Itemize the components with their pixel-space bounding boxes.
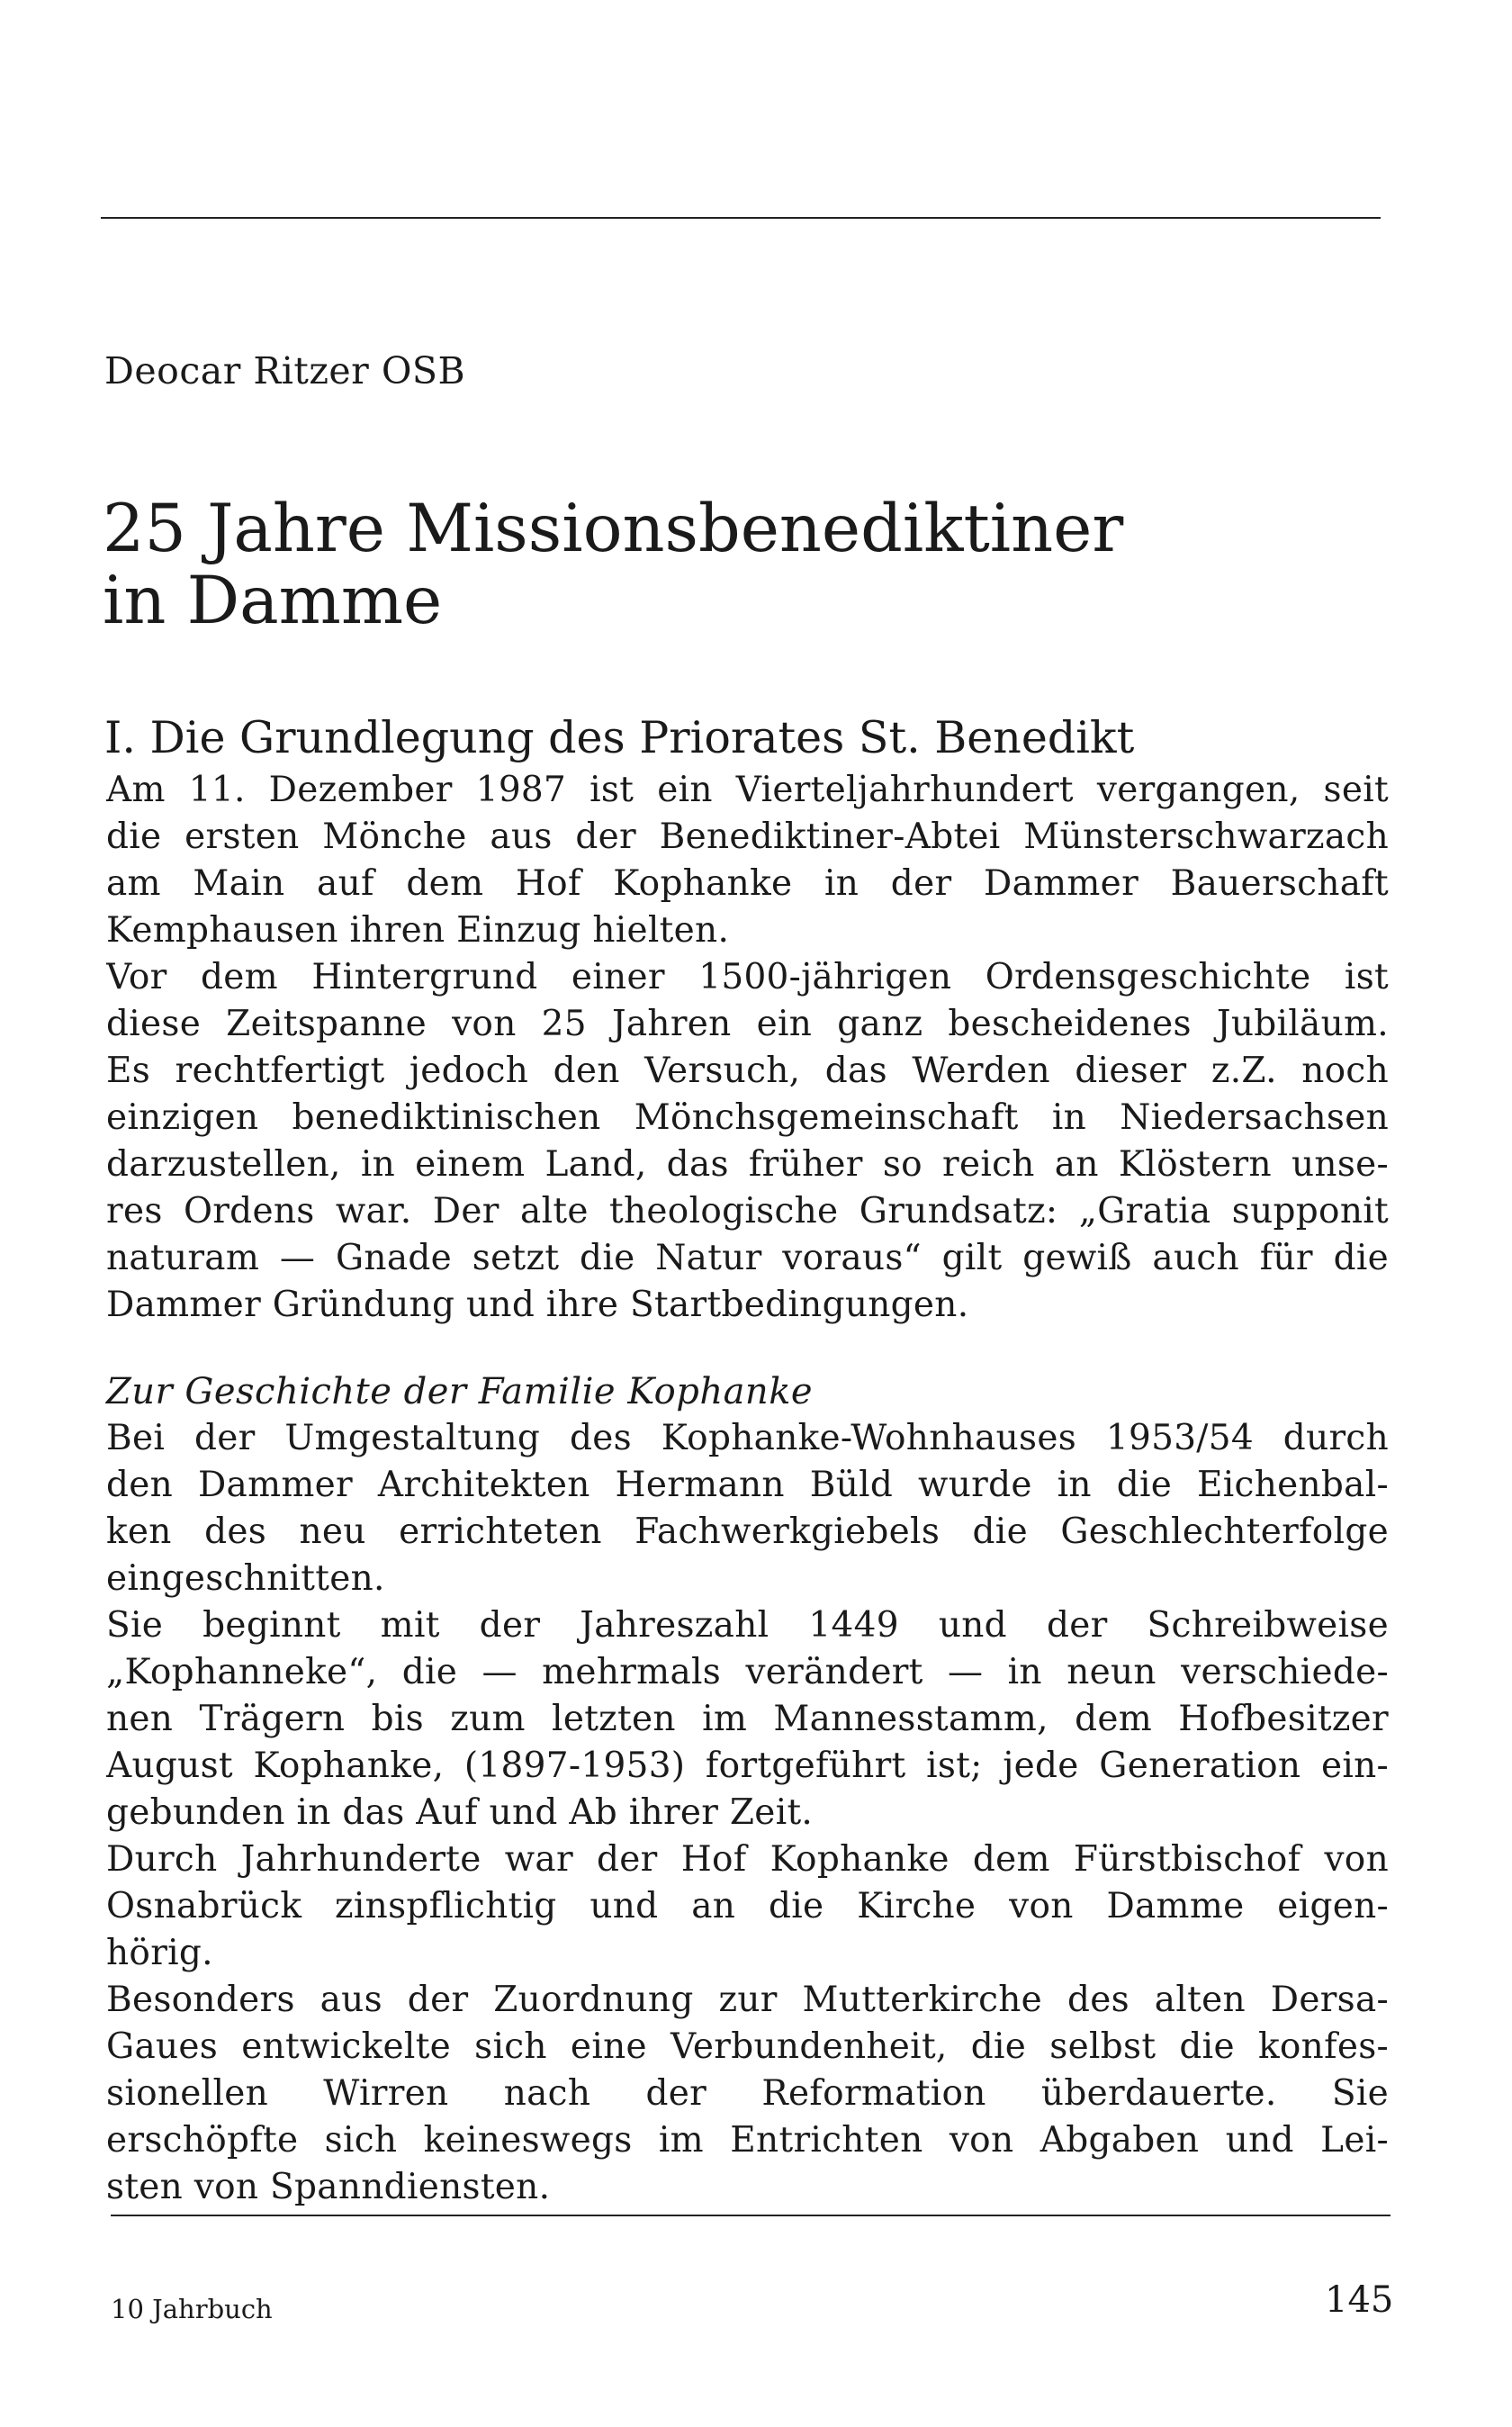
text-line: „Kophanneke“, die — mehrmals verändert — in neun verschiede- (106, 1652, 1389, 1692)
text-line: Bei der Umgestaltung des Kophanke-Wohnhauses 1953/54 durch (106, 1418, 1389, 1458)
text-line: res Ordens war. Der alte theologische Grundsatz: „Gratia supponit (106, 1191, 1389, 1232)
text-line: sten von Spanndiensten. (106, 2167, 551, 2207)
text-line: Kemphausen ihren Einzug hielten. (106, 910, 730, 951)
text-line: August Kophanke, (1897-1953) fortgeführt ist; jede Generation ein- (106, 1746, 1389, 1786)
body-block-2 (106, 1415, 1389, 2211)
subsection-heading: Zur Geschichte der Familie Kophanke (106, 1371, 814, 1412)
text-line: hörig. (106, 1933, 213, 1973)
text-line: naturam — Gnade setzt die Natur voraus“ gilt gewiß auch für die (106, 1238, 1389, 1278)
text-line: die ersten Mönche aus der Benediktiner-Abtei Münsterschwarzach (106, 817, 1389, 857)
text-line: sionellen Wirren nach der Reformation überdauerte. Sie (106, 2073, 1389, 2114)
title-line: in Damme (103, 563, 443, 639)
text-line: erschöpfte sich keineswegs im Entrichten von Abgaben und Lei- (106, 2120, 1389, 2161)
text-line: Es rechtfertigt jedoch den Versuch, das Werden dieser z.Z. noch (106, 1051, 1389, 1091)
section-heading: I. Die Grundlegung des Priorates St. Benedikt (104, 712, 1135, 763)
text-line: diese Zeitspanne von 25 Jahren ein ganz bescheidenes Jubiläum. (106, 1004, 1389, 1044)
top-rule (101, 217, 1381, 219)
text-line: Vor dem Hintergrund einer 1500-jährigen Ordensgeschichte ist (106, 957, 1389, 997)
article-title (103, 493, 1123, 637)
text-line: nen Trägern bis zum letzten im Mannesstamm, dem Hofbesitzer (106, 1699, 1389, 1739)
text-line: Sie beginnt mit der Jahreszahl 1449 und der Schreibweise (106, 1605, 1389, 1646)
text-line: einzigen benediktinischen Mönchsgemeinschaft in Niedersachsen (106, 1097, 1389, 1138)
text-line: gebunden in das Auf und Ab ihrer Zeit. (106, 1792, 814, 1833)
text-line: am Main auf dem Hof Kophanke in der Dammer Bauerschaft (106, 863, 1389, 904)
text-line: Besonders aus der Zuordnung zur Mutterkirche des alten Dersa- (106, 1980, 1389, 2020)
text-line: Durch Jahrhunderte war der Hof Kophanke dem Fürstbischof von (106, 1839, 1389, 1880)
footer-signature: 10 Jahrbuch (111, 2294, 273, 2324)
page-number: 145 (1325, 2279, 1394, 2321)
text-line: ken des neu errichteten Fachwerkgiebels die Geschlechterfolge (106, 1511, 1389, 1552)
body-block-1 (106, 767, 1389, 1329)
text-line: darzustellen, in einem Land, das früher so reich an Klöstern unse- (106, 1144, 1389, 1185)
text-line: Osnabrück zinspflichtig und an die Kirche von Damme eigen- (106, 1886, 1389, 1926)
author-name: Deocar Ritzer OSB (104, 349, 466, 392)
text-line: Gaues entwickelte sich eine Verbundenheit, die selbst die konfes- (106, 2026, 1389, 2067)
bottom-rule (111, 2215, 1390, 2216)
text-line: Am 11. Dezember 1987 ist ein Vierteljahrhundert vergangen, seit (106, 770, 1389, 810)
text-line: Dammer Gründung und ihre Startbedingungen. (106, 1285, 969, 1325)
title-line: 25 Jahre Missionsbenediktiner (103, 491, 1124, 567)
text-line: den Dammer Architekten Hermann Büld wurde in die Eichenbal- (106, 1465, 1389, 1505)
text-line: eingeschnitten. (106, 1558, 385, 1599)
